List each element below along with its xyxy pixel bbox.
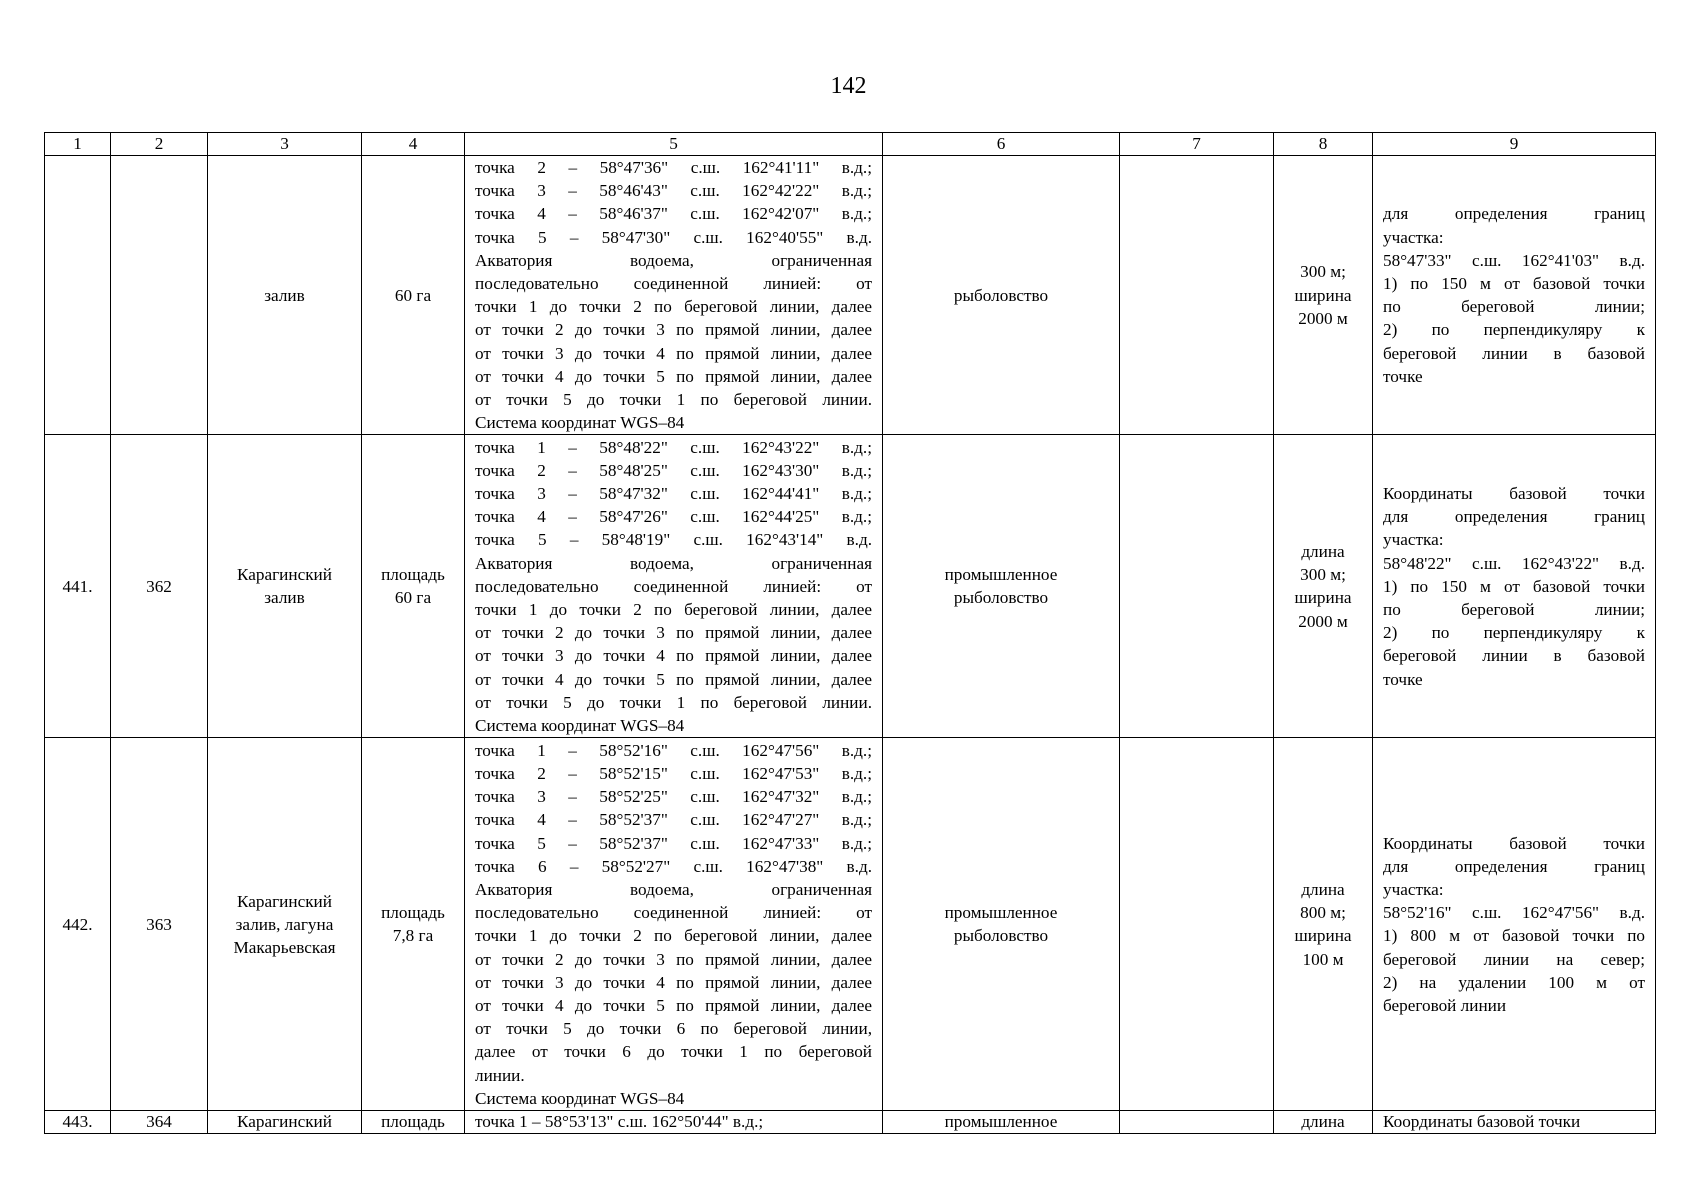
cell-line: точка 4 – 58°47'26" с.ш. 162°44'25" в.д.; xyxy=(475,507,872,527)
cell-line: Акватория водоема, ограниченная xyxy=(475,553,872,573)
cell-no: 443. xyxy=(45,1111,111,1134)
cell-line: Макарьевская xyxy=(233,938,336,958)
cell-line: точка 5 – 58°48'19" с.ш. 162°43'14" в.д. xyxy=(475,530,872,550)
column-header: 2 xyxy=(111,133,208,156)
cell-line: залив, лагуна xyxy=(235,914,334,934)
cell-line: последовательно соединенной линией: от xyxy=(475,274,872,294)
cell-line: площадь xyxy=(381,903,445,923)
cell-line: точки 1 до точки 2 по береговой линии, далее xyxy=(475,297,872,317)
cell-col7 xyxy=(1120,435,1274,738)
cell-line: Координаты базовой точки xyxy=(1383,833,1645,853)
cell-line: Система координат WGS–84 xyxy=(475,413,685,433)
column-header: 5 xyxy=(465,133,883,156)
table-row xyxy=(45,1111,1656,1134)
cell-area xyxy=(362,738,465,1111)
cell-line: береговой линии на север; xyxy=(1383,949,1645,969)
cell-line: точке xyxy=(1383,669,1423,689)
cell-line: 7,8 га xyxy=(392,926,434,946)
cell-line: от точки 4 до точки 5 по прямой линии, далее xyxy=(475,366,872,386)
cell-col7 xyxy=(1120,738,1274,1111)
column-header: 9 xyxy=(1373,133,1656,156)
cell-line: 1) по 150 м от базовой точки xyxy=(1383,576,1645,596)
cell-line: для определения границ xyxy=(1383,204,1645,224)
cell-line: от точки 3 до точки 4 по прямой линии, далее xyxy=(475,646,872,666)
cell-line: береговой линии в базовой xyxy=(1383,343,1645,363)
cell-line: береговой линии xyxy=(1383,996,1507,1016)
cell-line: участка: xyxy=(1383,227,1444,247)
cell-line: 60 га xyxy=(394,588,432,608)
cell-use xyxy=(883,435,1120,738)
cell-id: 363 xyxy=(111,738,208,1111)
header-row xyxy=(45,133,1656,156)
cell-size xyxy=(1274,156,1373,435)
cell-line: 58°48'22" с.ш. 162°43'22" в.д. xyxy=(1383,553,1645,573)
cell-coords xyxy=(465,738,883,1111)
cell-line: точки 1 до точки 2 по береговой линии, далее xyxy=(475,600,872,620)
cell-line: 2) по перпендикуляру к xyxy=(1383,623,1645,643)
column-header: 7 xyxy=(1120,133,1274,156)
cell-line: Карагинский xyxy=(237,1112,332,1132)
cell-line: Система координат WGS–84 xyxy=(475,716,685,736)
cell-line: точка 4 – 58°52'37" с.ш. 162°47'27" в.д.; xyxy=(475,810,872,830)
cell-line: 300 м; xyxy=(1300,565,1346,585)
page-number: 142 xyxy=(830,73,867,99)
table-row xyxy=(45,156,1656,435)
cell-line: точка 6 – 58°52'27" с.ш. 162°47'38" в.д. xyxy=(475,856,872,876)
cell-size xyxy=(1274,435,1373,738)
cell-line: Координаты базовой точки xyxy=(1383,484,1645,504)
cell-place xyxy=(208,435,362,738)
cell-size xyxy=(1274,1111,1373,1134)
cell-no xyxy=(45,156,111,435)
cell-line: от точки 4 до точки 5 по прямой линии, далее xyxy=(475,669,872,689)
cell-line: 2) по перпендикуляру к xyxy=(1383,320,1645,340)
cell-line: точка 1 – 58°48'22" с.ш. 162°43'22" в.д.; xyxy=(475,437,872,457)
cell-base xyxy=(1373,435,1656,738)
cell-line: рыболовство xyxy=(953,588,1049,608)
column-header: 8 xyxy=(1274,133,1373,156)
column-header: 6 xyxy=(883,133,1120,156)
cell-no: 442. xyxy=(45,738,111,1111)
cell-line: участка: xyxy=(1383,530,1444,550)
cell-line: от точки 5 до точки 1 по береговой линии. xyxy=(475,390,872,410)
cell-line: от точки 2 до точки 3 по прямой линии, далее xyxy=(475,949,872,969)
cell-line: длина xyxy=(1301,542,1345,562)
cell-line: по береговой линии; xyxy=(1383,600,1645,620)
cell-line: 58°47'33" с.ш. 162°41'03" в.д. xyxy=(1383,250,1645,270)
cell-use xyxy=(883,1111,1120,1134)
cell-line: точка 1 – 58°53'13" с.ш. 162°50'44" в.д.; xyxy=(475,1112,764,1132)
column-header: 1 xyxy=(45,133,111,156)
cell-line: рыболовство xyxy=(953,926,1049,946)
cell-line: рыболовство xyxy=(953,285,1049,305)
cell-base xyxy=(1373,156,1656,435)
cell-line: точка 2 – 58°48'25" с.ш. 162°43'30" в.д.; xyxy=(475,460,872,480)
table-row xyxy=(45,738,1656,1111)
cell-area xyxy=(362,1111,465,1134)
cell-line: точка 5 – 58°47'30" с.ш. 162°40'55" в.д. xyxy=(475,227,872,247)
cell-line: 300 м; xyxy=(1300,262,1346,282)
cell-line: площадь xyxy=(381,1112,445,1132)
cell-base xyxy=(1373,1111,1656,1134)
cell-line: последовательно соединенной линией: от xyxy=(475,576,872,596)
cell-line: 1) 800 м от базовой точки по xyxy=(1383,926,1645,946)
cell-line: точка 4 – 58°46'37" с.ш. 162°42'07" в.д.; xyxy=(475,204,872,224)
cell-line: линии. xyxy=(475,1065,525,1085)
column-header: 3 xyxy=(208,133,362,156)
cell-line: Карагинский xyxy=(237,891,332,911)
cell-line: Карагинский xyxy=(237,565,332,585)
table-row xyxy=(45,435,1656,738)
cell-line: 60 га xyxy=(394,285,432,305)
cell-line: точки 1 до точки 2 по береговой линии, далее xyxy=(475,926,872,946)
cell-line: 100 м xyxy=(1302,949,1344,969)
cell-line: Акватория водоема, ограниченная xyxy=(475,880,872,900)
cell-line: береговой линии в базовой xyxy=(1383,646,1645,666)
cell-line: ширина xyxy=(1294,588,1352,608)
cell-line: Система координат WGS–84 xyxy=(475,1088,685,1108)
cell-line: точка 2 – 58°47'36" с.ш. 162°41'11" в.д.; xyxy=(475,158,872,177)
cell-use xyxy=(883,738,1120,1111)
cell-line: длина xyxy=(1301,880,1345,900)
cell-line: 2000 м xyxy=(1298,308,1348,328)
cell-line: промышленное xyxy=(944,903,1058,923)
cell-line: залив xyxy=(264,285,305,305)
cell-coords xyxy=(465,435,883,738)
cell-line: точка 2 – 58°52'15" с.ш. 162°47'53" в.д.; xyxy=(475,764,872,784)
cell-line: длина xyxy=(1301,1112,1345,1132)
cell-line: последовательно соединенной линией: от xyxy=(475,903,872,923)
cell-line: 1) по 150 м от базовой точки xyxy=(1383,274,1645,294)
cell-coords xyxy=(465,1111,883,1134)
cell-place xyxy=(208,1111,362,1134)
cell-line: Координаты базовой точки xyxy=(1383,1112,1581,1132)
cell-line: точка 3 – 58°46'43" с.ш. 162°42'22" в.д.; xyxy=(475,181,872,201)
cell-col7 xyxy=(1120,156,1274,435)
cell-line: 2) на удалении 100 м от xyxy=(1383,972,1645,992)
cell-line: точка 3 – 58°47'32" с.ш. 162°44'41" в.д.; xyxy=(475,484,872,504)
cell-line: от точки 3 до точки 4 по прямой линии, далее xyxy=(475,972,872,992)
cell-line: точке xyxy=(1383,366,1423,386)
cell-base xyxy=(1373,738,1656,1111)
cell-no: 441. xyxy=(45,435,111,738)
cell-line: ширина xyxy=(1294,926,1352,946)
fishing-areas-table xyxy=(44,132,1656,1134)
cell-place xyxy=(208,738,362,1111)
cell-line: от точки 3 до точки 4 по прямой линии, далее xyxy=(475,343,872,363)
cell-line: площадь xyxy=(381,565,445,585)
cell-line: залив xyxy=(264,588,305,608)
cell-line: от точки 4 до точки 5 по прямой линии, далее xyxy=(475,996,872,1016)
cell-use xyxy=(883,156,1120,435)
cell-line: от точки 2 до точки 3 по прямой линии, далее xyxy=(475,320,872,340)
cell-area xyxy=(362,435,465,738)
cell-line: от точки 5 до точки 1 по береговой линии. xyxy=(475,692,872,712)
cell-id: 364 xyxy=(111,1111,208,1134)
cell-line: Акватория водоема, ограниченная xyxy=(475,250,872,270)
cell-line: далее от точки 6 до точки 1 по береговой xyxy=(475,1042,872,1062)
cell-id xyxy=(111,156,208,435)
cell-col7 xyxy=(1120,1111,1274,1134)
cell-line: промышленное xyxy=(944,565,1058,585)
cell-line: ширина xyxy=(1294,285,1352,305)
cell-line: промышленное xyxy=(944,1112,1058,1132)
cell-line: для определения границ xyxy=(1383,856,1645,876)
cell-line: 800 м; xyxy=(1300,903,1346,923)
cell-line: участка: xyxy=(1383,880,1444,900)
cell-id: 362 xyxy=(111,435,208,738)
cell-line: от точки 2 до точки 3 по прямой линии, далее xyxy=(475,623,872,643)
cell-coords xyxy=(465,156,883,435)
cell-line: точка 3 – 58°52'25" с.ш. 162°47'32" в.д.; xyxy=(475,787,872,807)
cell-line: точка 1 – 58°52'16" с.ш. 162°47'56" в.д.; xyxy=(475,740,872,760)
cell-line: 2000 м xyxy=(1298,611,1348,631)
cell-place xyxy=(208,156,362,435)
cell-line: 58°52'16" с.ш. 162°47'56" в.д. xyxy=(1383,903,1645,923)
cell-size xyxy=(1274,738,1373,1111)
cell-line: по береговой линии; xyxy=(1383,297,1645,317)
cell-line: точка 5 – 58°52'37" с.ш. 162°47'33" в.д.; xyxy=(475,833,872,853)
cell-area xyxy=(362,156,465,435)
column-header: 4 xyxy=(362,133,465,156)
cell-line: от точки 5 до точки 6 по береговой линии, xyxy=(475,1019,872,1039)
cell-line: для определения границ xyxy=(1383,507,1645,527)
